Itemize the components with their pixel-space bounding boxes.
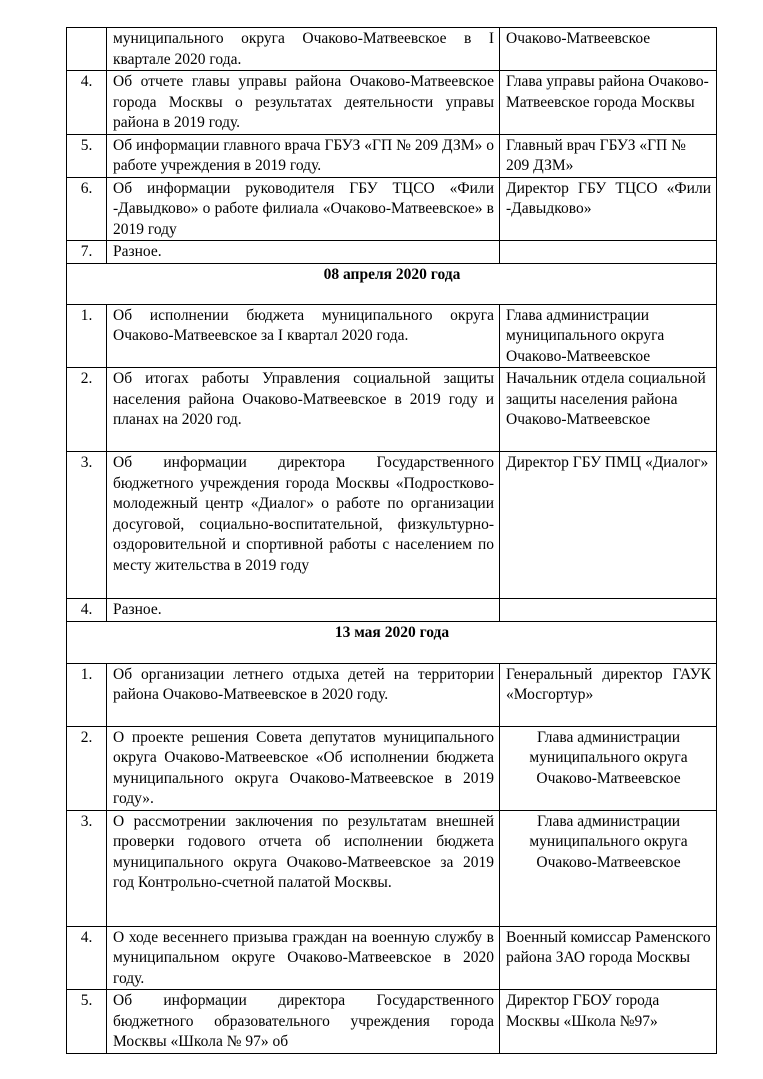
item-responsible: Генеральный директор ГАУК «Мосгортур»: [500, 663, 717, 726]
item-responsible: Глава управы района Очаково-Матвеевское города Москвы: [500, 71, 717, 135]
item-number: 7.: [67, 241, 107, 264]
item-topic: Об информации главного врача ГБУЗ «ГП № 209 ДЗМ» о работе учреждения в 2019 году.: [107, 134, 500, 177]
table-row: [67, 304, 717, 368]
item-responsible: Начальник отдела социальной защиты населения района Очаково-Матвеевское: [500, 368, 717, 452]
item-topic: Об информации директора Государственного бюджетного учреждения города Москвы «Подростково-молодежный центр «Диалог» о работе по организации досуговой, социально-воспитательной, физкультурно-оздоровительной и спортивной работы с населением по месту жительства в 2019 году: [107, 452, 500, 599]
item-responsible: Глава администрации муниципального округа Очаково-Матвеевское: [500, 304, 717, 368]
item-topic: Об отчете главы управы района Очаково-Матвеевское города Москвы о результатах деятельности управы района в 2019 году.: [107, 71, 500, 135]
item-number: 2.: [67, 368, 107, 452]
item-number: [67, 28, 107, 71]
meeting-date: 13 мая 2020 года: [67, 621, 717, 663]
item-number: 1.: [67, 663, 107, 726]
item-responsible: Военный комиссар Раменского района ЗАО города Москвы: [500, 926, 717, 990]
table-row: [67, 71, 717, 135]
item-responsible: Глава администрации муниципального округа Очаково-Матвеевское: [500, 810, 717, 926]
item-topic: Об информации руководителя ГБУ ТЦСО «Фили -Давыдково» о работе филиала «Очаково-Матвеевское» в 2019 году: [107, 177, 500, 241]
item-topic: Об исполнении бюджета муниципального округа Очаково-Матвеевское за I квартал 2020 года.: [107, 304, 500, 368]
table-row: [67, 134, 717, 177]
item-number: 5.: [67, 990, 107, 1054]
item-number: 5.: [67, 134, 107, 177]
item-topic: Разное.: [107, 241, 500, 264]
item-responsible: [500, 241, 717, 264]
table-row: [67, 990, 717, 1054]
table-row: [67, 241, 717, 264]
table-row: [67, 926, 717, 990]
meeting-date: 08 апреля 2020 года: [67, 263, 717, 304]
table-row: [67, 663, 717, 726]
item-number: 6.: [67, 177, 107, 241]
item-topic: муниципального округа Очаково-Матвеевское в I квартале 2020 года.: [107, 28, 500, 71]
item-topic: О проекте решения Совета депутатов муниципального округа Очаково-Матвеевское «Об исполнении бюджета муниципального округа Очаково-Матвеевское в 2019 году».: [107, 726, 500, 810]
item-responsible: Директор ГБУ ПМЦ «Диалог»: [500, 452, 717, 599]
item-responsible: Директор ГБУ ТЦСО «Фили -Давыдково»: [500, 177, 717, 241]
item-number: 4.: [67, 926, 107, 990]
agenda-table: [66, 27, 717, 1054]
item-topic: О рассмотрении заключения по результатам внешней проверки годового отчета об исполнении бюджета муниципального округа Очаково-Матвеевское за 2019 год Контрольно-счетной палатой Москвы.: [107, 810, 500, 926]
table-row: [67, 726, 717, 810]
item-number: 4.: [67, 599, 107, 622]
table-row: [67, 28, 717, 71]
item-responsible: [500, 599, 717, 622]
table-row: [67, 368, 717, 452]
item-responsible: Очаково-Матвеевское: [500, 28, 717, 71]
item-number: 2.: [67, 726, 107, 810]
table-row: [67, 810, 717, 926]
item-responsible: Главный врач ГБУЗ «ГП № 209 ДЗМ»: [500, 134, 717, 177]
date-row: [67, 263, 717, 304]
item-responsible: Глава администрации муниципального округа Очаково-Матвеевское: [500, 726, 717, 810]
item-number: 1.: [67, 304, 107, 368]
table-row: [67, 452, 717, 599]
item-responsible: Директор ГБОУ города Москвы «Школа №97»: [500, 990, 717, 1054]
item-number: 4.: [67, 71, 107, 135]
item-topic: Разное.: [107, 599, 500, 622]
item-topic: Об информации директора Государственного бюджетного образовательного учреждения города Москвы «Школа № 97» об: [107, 990, 500, 1054]
item-topic: О ходе весеннего призыва граждан на военную службу в муниципальном округе Очаково-Матвеевское в 2020 году.: [107, 926, 500, 990]
item-number: 3.: [67, 810, 107, 926]
item-topic: Об итогах работы Управления социальной защиты населения района Очаково-Матвеевское в 2019 году и планах на 2020 год.: [107, 368, 500, 452]
item-number: 3.: [67, 452, 107, 599]
date-row: [67, 621, 717, 663]
item-topic: Об организации летнего отдыха детей на территории района Очаково-Матвеевское в 2020 году.: [107, 663, 500, 726]
table-row: [67, 599, 717, 622]
table-row: [67, 177, 717, 241]
